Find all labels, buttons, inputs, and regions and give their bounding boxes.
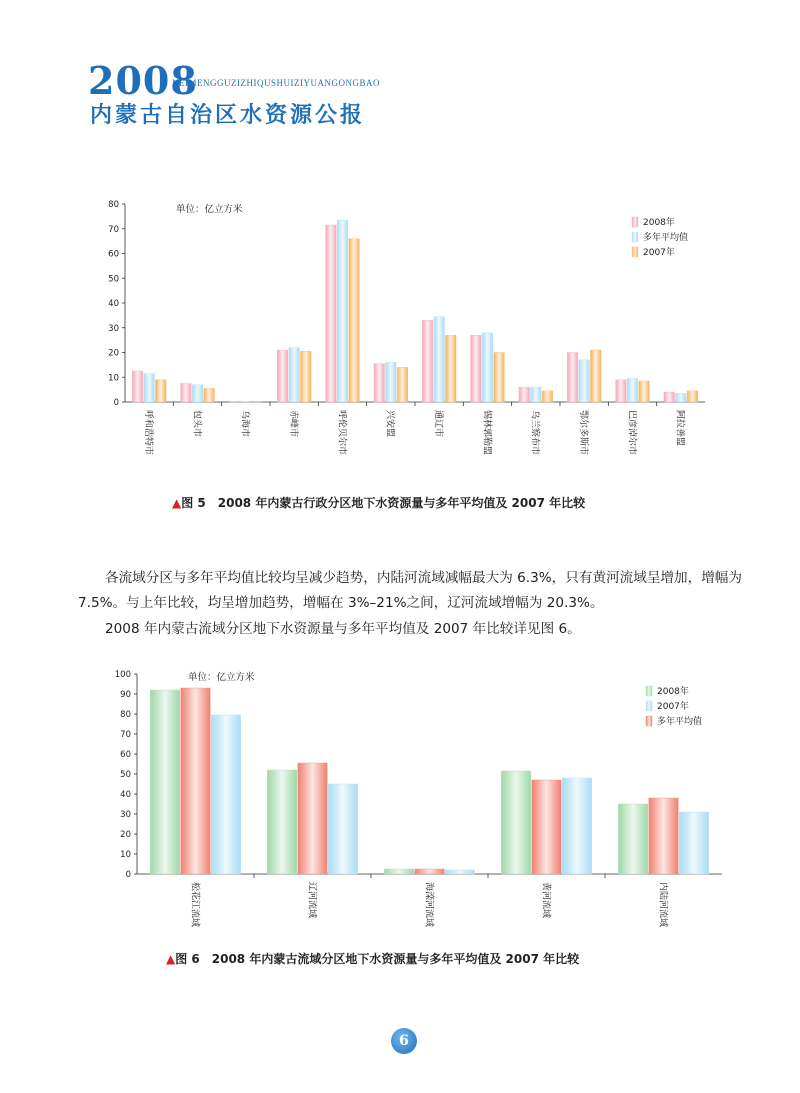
- y-tick-label: 80: [108, 200, 119, 210]
- category-label: 乌兰察布市: [529, 410, 540, 456]
- category-label: 辽河流域: [306, 882, 317, 919]
- y-tick-label: 20: [120, 830, 131, 840]
- y-tick-label: 70: [120, 730, 131, 740]
- figure6-caption: [166, 950, 579, 967]
- header-year: 2008: [88, 58, 198, 103]
- category-label: 松花江流域: [189, 882, 200, 928]
- y-tick-label: 90: [120, 690, 131, 700]
- y-tick-label: 50: [120, 770, 131, 780]
- bar: [384, 869, 413, 874]
- category-label: 呼和浩特市: [143, 410, 154, 456]
- y-tick-label: 10: [120, 850, 131, 860]
- category-label: 锡林郭勒盟: [481, 410, 492, 456]
- y-tick-label: 20: [108, 348, 119, 359]
- bar: [649, 798, 678, 874]
- legend-label: 2007年: [657, 702, 689, 712]
- y-tick-label: 0: [113, 398, 119, 408]
- category-label: 通辽市: [433, 410, 444, 438]
- figure6-caption-text: 图 6 2008 年内蒙古流域分区地下水资源量与多年平均值及 2007 年比较: [175, 952, 580, 966]
- bar: [679, 812, 708, 874]
- legend-label: 多年平均值: [657, 717, 703, 727]
- legend-swatch: [646, 716, 652, 726]
- y-tick-label: 30: [120, 810, 131, 820]
- category-label: 阿拉善盟: [674, 410, 685, 447]
- category-label: 鄂尔多斯市: [578, 410, 589, 456]
- y-tick-label: 100: [114, 670, 131, 680]
- unit-label: 单位：亿立方米: [176, 204, 243, 215]
- category-label: 兴安盟: [384, 410, 395, 438]
- category-label: 呼伦贝尔市: [336, 410, 347, 456]
- bar: [501, 771, 530, 874]
- caption-triangle-icon: ▲: [172, 496, 182, 510]
- legend-swatch: [646, 701, 652, 711]
- unit-label: 单位：亿立方米: [188, 672, 255, 683]
- legend-swatch: [646, 686, 652, 696]
- figure5-caption-text: 图 5 2008 年内蒙古行政分区地下水资源量与多年平均值及 2007 年比较: [181, 496, 586, 510]
- y-tick-label: 70: [108, 224, 119, 235]
- y-tick-label: 60: [108, 249, 119, 260]
- category-label: 巴彦淖尔市: [626, 410, 637, 456]
- header-pinyin: NEIMENGGUZIZHIQUSHUIZIYUANGONGBAO: [172, 78, 380, 88]
- bar: [150, 690, 179, 874]
- bar: [298, 763, 327, 874]
- category-label: 内陆河流域: [657, 882, 668, 928]
- bar: [181, 688, 210, 874]
- y-tick-label: 60: [120, 750, 131, 760]
- y-tick-label: 80: [120, 710, 131, 720]
- bar: [618, 804, 647, 874]
- y-tick-label: 40: [120, 790, 131, 800]
- bar: [211, 715, 240, 874]
- y-tick-label: 0: [125, 870, 131, 880]
- paragraph-1: 各流域分区与多年平均值比较均呈减少趋势，内陆河流域减幅最大为 6.3%，只有黄河流域呈增加，增幅为 7.5%。与上年比较，均呈增加趋势，增幅在 3%–21%之间，辽河流域增幅为 20.3%。: [78, 570, 742, 611]
- category-label: 海滦河流域: [423, 882, 434, 928]
- page-number: 6: [391, 1028, 417, 1054]
- bar: [562, 778, 591, 874]
- bar: [415, 869, 444, 874]
- legend-label: 2007年: [643, 248, 675, 258]
- caption-triangle-icon: ▲: [166, 952, 176, 966]
- bar: [267, 770, 296, 874]
- category-label: 乌海市: [239, 410, 250, 438]
- bar: [532, 780, 561, 874]
- paragraph-2: 2008 年内蒙古流域分区地下水资源量与多年平均值及 2007 年比较详见图 6。: [105, 621, 581, 637]
- bar: [445, 870, 474, 874]
- legend-label: 多年平均值: [643, 233, 689, 243]
- category-label: 包头市: [191, 410, 202, 438]
- y-tick-label: 50: [108, 274, 119, 285]
- category-label: 赤峰市: [288, 410, 299, 438]
- y-tick-label: 10: [108, 373, 119, 384]
- header-title: 内蒙古自治区水资源公报: [90, 103, 366, 128]
- legend-label: 2008年: [657, 687, 689, 697]
- category-label: 黄河流域: [540, 882, 551, 919]
- y-tick-label: 40: [108, 299, 119, 309]
- legend-label: 2008年: [643, 218, 675, 228]
- bar: [328, 784, 357, 874]
- y-tick-label: 30: [108, 323, 119, 334]
